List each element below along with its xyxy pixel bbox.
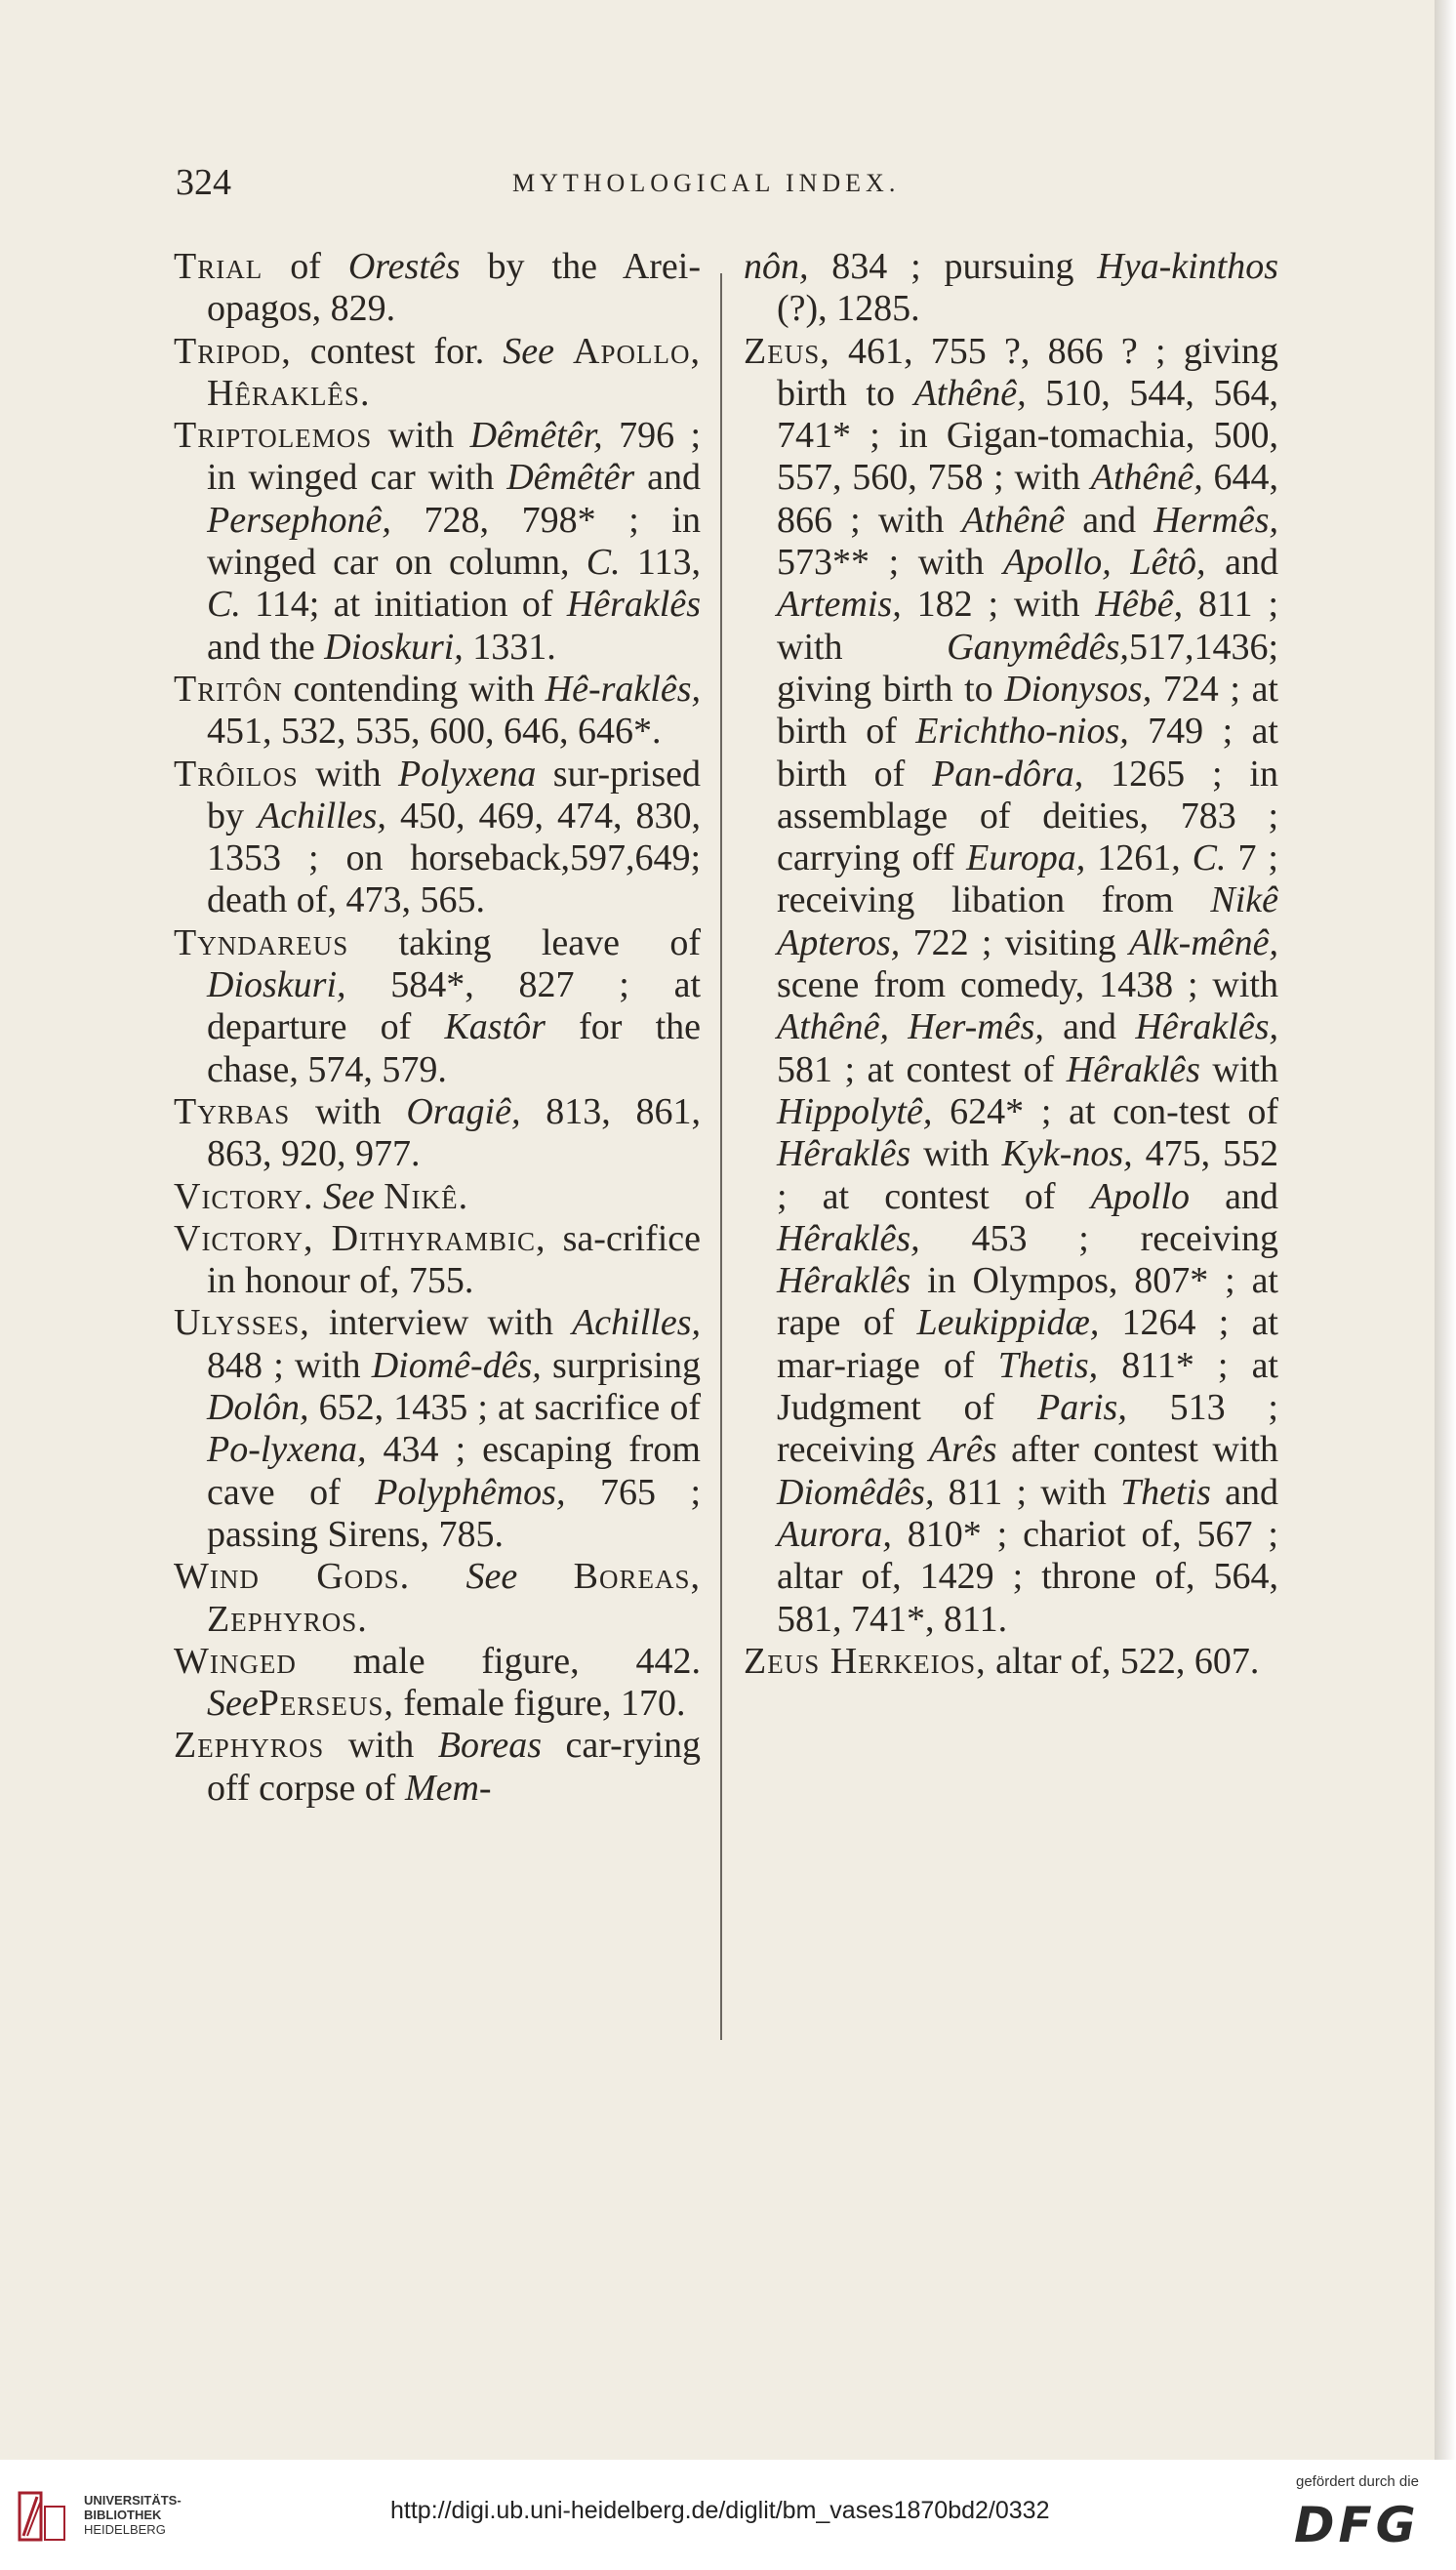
entry-text: 811* ; at Judgment of (777, 1344, 1278, 1429)
entry-text: male figure, 442. (296, 1640, 701, 1682)
italic-reference: Athênê (961, 499, 1066, 541)
italic-reference: C. (1192, 837, 1227, 879)
entry-text: 581 ; at contest of (777, 1048, 1067, 1090)
italic-reference: Diomê-dês, (371, 1344, 542, 1386)
italic-reference: Apollo (1090, 1175, 1191, 1217)
italic-reference: Aurora, (777, 1513, 892, 1555)
entry-text: 724 ; at birth of (777, 668, 1278, 753)
italic-reference: Boreas (437, 1725, 543, 1767)
italic-reference: See (207, 1683, 259, 1725)
entry-text: and (1210, 1471, 1278, 1513)
entry-text: 7 ; receiving libation from (777, 837, 1278, 921)
entry-text: 517,1436; giving birth to (777, 626, 1278, 710)
entry-text: 749 ; at birth of (777, 711, 1278, 795)
italic-reference: Hêraklês (777, 1133, 911, 1175)
index-entry (744, 331, 1278, 1641)
italic-reference: Hermês, (1153, 499, 1278, 541)
entry-text: sur-prised by (207, 753, 702, 836)
entry-text: 461, 755 ?, 866 ? ; giving birth to (777, 330, 1278, 414)
entry-text: 624* ; at con-test of (932, 1090, 1278, 1132)
entry-text: and (1043, 1006, 1136, 1048)
entry-text: 113, (620, 542, 702, 584)
italic-reference: Nikê Apteros, (777, 879, 1278, 963)
entry-heading: Tyndareus (174, 921, 349, 963)
italic-reference: Achilles, (258, 795, 386, 836)
italic-reference: Po-lyxena, (207, 1429, 367, 1471)
italic-reference: Dêmêtêr (506, 457, 635, 499)
entry-heading: Zephyros (174, 1725, 325, 1767)
entry-heading: Apollo, Hêraklês. (207, 330, 701, 414)
entry-text: 1265 ; in assemblage of deities, 783 ; carrying off (777, 753, 1278, 879)
index-column-left (174, 246, 701, 1810)
italic-reference: Dolôn, (207, 1387, 309, 1429)
italic-reference: Dioskuri, (207, 964, 346, 1006)
italic-reference: Pan-dôra, (932, 753, 1084, 795)
entry-text: 451, 532, 535, 600, 646, 646*. (207, 711, 662, 753)
entry-text: taking leave of (348, 921, 701, 963)
entry-text: 1264 ; at mar-riage of (777, 1302, 1278, 1386)
entry-text: 796 ; in winged car with (207, 415, 701, 499)
entry-text: interview with (309, 1302, 573, 1344)
entry-text (410, 1556, 465, 1597)
entry-text: 510, 544, 564, 741* ; in Gigan-tomachia, 500, 557, 560, 758 ; with (777, 372, 1279, 499)
entry-heading: Zeus Herkeios, (744, 1640, 987, 1682)
entry-text: 644, 866 ; with (777, 457, 1278, 541)
entry-text: 513 ; receiving (777, 1387, 1278, 1471)
entry-text: 475, 552 ; at contest of (777, 1133, 1278, 1217)
italic-reference: Hê-raklês, (545, 668, 701, 710)
entry-text: 848 ; with (207, 1344, 372, 1386)
entry-text: 728, 798* ; in winged car on column, (207, 499, 701, 584)
index-entry (174, 1302, 701, 1556)
entry-heading: Victory. (174, 1175, 314, 1217)
italic-reference: Orestês (347, 246, 461, 287)
italic-reference: Hêraklês (566, 584, 701, 626)
entry-heading: Trial (174, 246, 263, 287)
index-entry (174, 1641, 701, 1726)
entry-text: and the (207, 626, 325, 668)
entry-text: altar of, 522, 607. (986, 1640, 1260, 1682)
entry-text: surprising (541, 1344, 701, 1386)
entry-heading: Tripod, (174, 330, 292, 372)
entry-text: 1261, (1085, 837, 1193, 879)
italic-reference: Erichtho-nios, (915, 711, 1129, 753)
entry-heading: Trôilos (174, 753, 299, 795)
entry-text: and (1205, 542, 1278, 584)
sponsor-caption: gefördert durch die (1296, 2473, 1419, 2490)
italic-reference: See (465, 1556, 518, 1598)
italic-reference: Hya-kinthos (1097, 246, 1278, 287)
index-entry (174, 1176, 701, 1218)
italic-reference: See (503, 330, 554, 372)
italic-reference: Athênê, Her-mês, (777, 1006, 1044, 1048)
entry-text: 765 ; passing Sirens, 785. (207, 1471, 701, 1555)
entry-text: in Olympos, 807* ; at rape of (777, 1260, 1278, 1344)
entry-text: female figure, 170. (393, 1683, 686, 1725)
italic-reference: Ganymêdês, (947, 626, 1129, 668)
italic-reference: Paris, (1037, 1387, 1127, 1429)
italic-reference: Dêmêtêr, (469, 415, 603, 457)
entry-heading: Tritôn (174, 668, 283, 710)
index-entry (174, 1556, 701, 1641)
entry-heading: Wind Gods. (174, 1556, 411, 1598)
entry-text (554, 331, 573, 372)
italic-reference: Hêraklês, (777, 1217, 920, 1259)
entry-text: and (1065, 499, 1154, 541)
entry-text: 573** ; with (777, 542, 1003, 584)
entry-text: 810* ; chariot of, 567 ; altar of, 1429 ; throne of, 564, 581, 741*, 811. (777, 1513, 1278, 1640)
italic-reference: Kastôr (444, 1006, 546, 1048)
italic-reference: C. (207, 584, 241, 626)
italic-reference: Dionysos, (1004, 668, 1153, 710)
university-line: UNIVERSITÄTS- (84, 2493, 182, 2508)
italic-reference: Hêraklês, (1135, 1006, 1278, 1048)
index-entry (744, 1641, 1278, 1683)
italic-reference: Achilles, (572, 1302, 701, 1344)
viewer-footer (0, 2460, 1456, 2570)
index-column-right (744, 246, 1278, 1683)
entry-text: of (263, 246, 348, 287)
entry-text: 813, 861, 863, 920, 977. (207, 1090, 701, 1175)
index-entry (174, 415, 701, 669)
entry-text: with (372, 415, 470, 457)
page-header (176, 161, 937, 220)
italic-reference: Apollo, Lêtô, (1002, 542, 1206, 584)
index-entry (174, 922, 701, 1091)
entry-text: contending with (282, 668, 546, 710)
italic-reference: Hippolytê, (777, 1090, 933, 1132)
italic-reference: Persephonê, (207, 499, 391, 541)
entry-text: and (1190, 1175, 1278, 1217)
entry-text: sa-crifice in honour of, 755. (207, 1217, 701, 1302)
italic-reference: Dioskuri, (324, 626, 464, 668)
entry-text: 722 ; visiting (900, 921, 1130, 963)
entry-text: and (634, 457, 701, 499)
entry-heading: Boreas, Zephyros. (207, 1556, 701, 1640)
university-line: BIBLIOTHEK (84, 2508, 162, 2522)
entry-text: 834 ; pursuing (808, 246, 1098, 287)
entry-text: scene from comedy, 1438 ; with (777, 964, 1278, 1006)
italic-reference: See (322, 1175, 375, 1217)
entry-text: 114; at initiation of (240, 584, 567, 626)
italic-reference: Leukippidæ, (916, 1302, 1100, 1344)
entry-text (313, 1176, 323, 1217)
entry-text: with (298, 753, 399, 795)
running-title: MYTHOLOGICAL INDEX. (512, 169, 901, 197)
index-entry (174, 754, 701, 922)
entry-heading: Triptolemos (174, 415, 373, 457)
italic-reference: Athênê, (913, 372, 1027, 414)
page-number: 324 (176, 162, 231, 203)
dfg-logo[interactable]: DFG (1294, 2497, 1420, 2553)
italic-reference: Polyphêmos, (375, 1471, 566, 1513)
entry-text: 182 ; with (901, 584, 1096, 626)
index-entry (174, 246, 701, 331)
permalink-url[interactable]: http://digi.ub.uni-heidelberg.de/diglit/bm_vases1870bd2/0332 (390, 2497, 1050, 2524)
italic-reference: Artemis, (777, 584, 902, 626)
heidelberg-library-logo-icon[interactable] (16, 2487, 74, 2546)
entry-text: 811 ; with (777, 584, 1278, 668)
italic-reference: Arês (928, 1429, 997, 1471)
entry-text: 1331. (463, 626, 556, 668)
entry-heading: Tyrbas (174, 1090, 291, 1132)
entry-text (517, 1556, 573, 1597)
university-library-name[interactable] (84, 2493, 182, 2537)
index-entry (174, 1725, 701, 1810)
italic-reference: Hêbê, (1095, 584, 1184, 626)
entry-heading: Victory, Dithyrambic, (174, 1217, 546, 1259)
index-entry (174, 1218, 701, 1303)
italic-reference: Kyk-nos, (1001, 1133, 1133, 1175)
column-divider (720, 273, 722, 2040)
page-edge-shadow (1435, 0, 1456, 2460)
entry-text: 450, 469, 474, 830, 1353 ; on horseback,597,649; death of, 473, 565. (207, 795, 702, 921)
index-entry (174, 669, 701, 754)
italic-reference: nôn, (744, 246, 809, 287)
entry-heading: Perseus, (258, 1683, 394, 1725)
entry-text: by the Arei-opagos, 829. (207, 246, 701, 330)
italic-reference: Thetis, (997, 1344, 1099, 1386)
italic-reference: Diomêdês, (777, 1471, 935, 1513)
entry-text: with (324, 1725, 438, 1767)
entry-text: with (1199, 1048, 1278, 1090)
entry-text: 453 ; receiving (919, 1217, 1278, 1259)
entry-text: 434 ; escaping from cave of (207, 1429, 701, 1513)
italic-reference: Oragiê, (406, 1090, 521, 1132)
italic-reference: Alk-mênê, (1129, 921, 1278, 963)
entry-text: with (290, 1090, 407, 1132)
italic-reference: Hêraklês (1066, 1048, 1200, 1090)
entry-text: after contest with (996, 1429, 1278, 1471)
entry-text: contest for. (291, 330, 504, 372)
italic-reference: Hêraklês (777, 1260, 911, 1302)
italic-reference: Polyxena (398, 753, 537, 795)
italic-reference: Mem- (404, 1767, 492, 1809)
entry-text: 652, 1435 ; at sacrifice of (308, 1387, 701, 1429)
italic-reference: C. (586, 542, 621, 584)
italic-reference: Athênê, (1090, 457, 1203, 499)
entry-text: (?), 1285. (777, 288, 920, 330)
entry-text: 811 ; with (934, 1471, 1120, 1513)
italic-reference: Europa, (966, 837, 1086, 879)
entry-text (375, 1176, 384, 1217)
entry-heading: Winged (174, 1640, 297, 1682)
entry-heading: Zeus, (744, 330, 830, 372)
entry-text: car-rying off corpse of (207, 1725, 702, 1809)
entry-heading: Nikê. (384, 1175, 469, 1217)
index-entry (744, 246, 1278, 331)
italic-reference: Thetis (1120, 1471, 1211, 1513)
entry-text: 584*, 827 ; at departure of (207, 964, 701, 1048)
university-line: HEIDELBERG (84, 2522, 166, 2537)
entry-heading: Ulysses, (174, 1302, 310, 1344)
index-entry (174, 1091, 701, 1176)
index-entry (174, 331, 701, 416)
entry-text: with (910, 1133, 1002, 1175)
entry-text: for the chase, 574, 579. (207, 1006, 701, 1090)
